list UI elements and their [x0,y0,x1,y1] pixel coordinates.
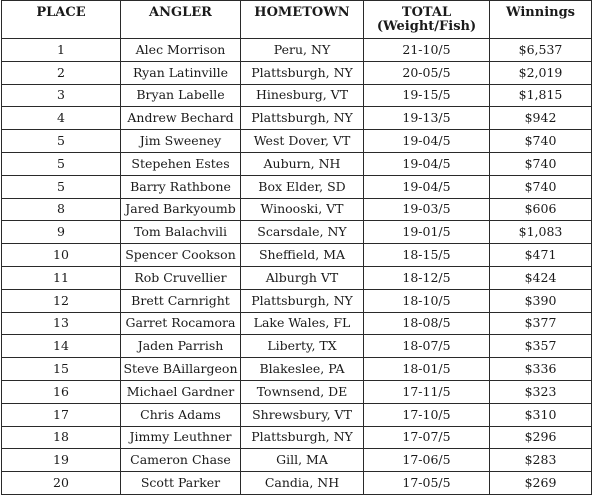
table-row [2,244,592,267]
cell-winnings: $377 [490,312,592,335]
cell-total: 18-12/5 [364,266,490,289]
cell-total: 19-01/5 [364,221,490,244]
cell-hometown: Plattsburgh, NY [241,61,364,84]
cell-hometown: Plattsburgh, NY [241,289,364,312]
cell-angler: Steve BAillargeon [121,358,241,381]
table-row [2,380,592,403]
cell-place: 13 [2,312,121,335]
cell-hometown: Auburn, NH [241,152,364,175]
cell-angler: Ryan Latinville [121,61,241,84]
cell-place: 4 [2,107,121,130]
cell-place: 16 [2,380,121,403]
cell-place: 11 [2,266,121,289]
cell-winnings: $323 [490,380,592,403]
cell-hometown: Lake Wales, FL [241,312,364,335]
cell-angler: Rob Cruvellier [121,266,241,289]
cell-hometown: Scarsdale, NY [241,221,364,244]
cell-winnings: $1,815 [490,84,592,107]
cell-winnings: $740 [490,130,592,153]
cell-winnings: $1,083 [490,221,592,244]
header-total-line1: TOTAL [401,5,452,20]
table-row [2,472,592,495]
cell-angler: Spencer Cookson [121,244,241,267]
cell-angler: Chris Adams [121,403,241,426]
cell-angler: Brett Carnright [121,289,241,312]
cell-place: 12 [2,289,121,312]
cell-winnings: $283 [490,449,592,472]
cell-total: 18-08/5 [364,312,490,335]
table-row [2,107,592,130]
cell-angler: Jim Sweeney [121,130,241,153]
cell-hometown: Peru, NY [241,39,364,62]
cell-total: 17-11/5 [364,380,490,403]
header-place: PLACE [2,1,121,39]
cell-angler: Jared Barkyoumb [121,198,241,221]
header-winnings: Winnings [490,1,592,39]
cell-total: 17-05/5 [364,472,490,495]
cell-winnings: $740 [490,175,592,198]
table-row [2,289,592,312]
cell-place: 2 [2,61,121,84]
cell-place: 5 [2,152,121,175]
cell-place: 17 [2,403,121,426]
cell-hometown: West Dover, VT [241,130,364,153]
cell-winnings: $740 [490,152,592,175]
cell-hometown: Sheffield, MA [241,244,364,267]
cell-total: 17-07/5 [364,426,490,449]
table-row [2,426,592,449]
cell-total: 19-04/5 [364,130,490,153]
cell-hometown: Gill, MA [241,449,364,472]
cell-place: 18 [2,426,121,449]
cell-total: 19-15/5 [364,84,490,107]
table-body [2,39,592,495]
cell-place: 10 [2,244,121,267]
cell-place: 15 [2,358,121,381]
cell-hometown: Liberty, TX [241,335,364,358]
table-row [2,84,592,107]
cell-total: 18-07/5 [364,335,490,358]
cell-hometown: Winooski, VT [241,198,364,221]
cell-winnings: $390 [490,289,592,312]
cell-place: 8 [2,198,121,221]
table-row [2,221,592,244]
cell-hometown: Candia, NH [241,472,364,495]
header-hometown: HOMETOWN [241,1,364,39]
cell-total: 20-05/5 [364,61,490,84]
cell-winnings: $606 [490,198,592,221]
cell-place: 5 [2,175,121,198]
cell-winnings: $942 [490,107,592,130]
table-row [2,266,592,289]
cell-winnings: $2,019 [490,61,592,84]
cell-total: 18-15/5 [364,244,490,267]
table-row [2,403,592,426]
cell-hometown: Box Elder, SD [241,175,364,198]
cell-total: 18-10/5 [364,289,490,312]
header-total [364,1,490,39]
cell-angler: Stepehen Estes [121,152,241,175]
cell-place: 5 [2,130,121,153]
cell-hometown: Plattsburgh, NY [241,107,364,130]
table-row [2,39,592,62]
cell-angler: Barry Rathbone [121,175,241,198]
cell-place: 19 [2,449,121,472]
cell-angler: Bryan Labelle [121,84,241,107]
cell-total: 19-13/5 [364,107,490,130]
cell-winnings: $296 [490,426,592,449]
cell-angler: Garret Rocamora [121,312,241,335]
table-row [2,358,592,381]
cell-total: 17-06/5 [364,449,490,472]
cell-angler: Jimmy Leuthner [121,426,241,449]
table-row [2,335,592,358]
cell-winnings: $269 [490,472,592,495]
cell-hometown: Blakeslee, PA [241,358,364,381]
cell-hometown: Townsend, DE [241,380,364,403]
cell-hometown: Plattsburgh, NY [241,426,364,449]
cell-angler: Tom Balachvili [121,221,241,244]
cell-total: 17-10/5 [364,403,490,426]
cell-total: 19-03/5 [364,198,490,221]
table-row [2,198,592,221]
cell-angler: Scott Parker [121,472,241,495]
cell-hometown: Shrewsbury, VT [241,403,364,426]
cell-winnings: $336 [490,358,592,381]
table-row [2,312,592,335]
table-row [2,175,592,198]
table-row [2,61,592,84]
cell-winnings: $310 [490,403,592,426]
cell-winnings: $471 [490,244,592,267]
cell-hometown: Hinesburg, VT [241,84,364,107]
table-row [2,449,592,472]
cell-total: 19-04/5 [364,175,490,198]
cell-angler: Jaden Parrish [121,335,241,358]
cell-place: 3 [2,84,121,107]
cell-place: 1 [2,39,121,62]
cell-angler: Andrew Bechard [121,107,241,130]
cell-total: 19-04/5 [364,152,490,175]
header-row [2,1,592,39]
table-row [2,130,592,153]
cell-winnings: $6,537 [490,39,592,62]
cell-hometown: Alburgh VT [241,266,364,289]
results-table [1,0,592,495]
cell-place: 20 [2,472,121,495]
cell-place: 9 [2,221,121,244]
cell-total: 18-01/5 [364,358,490,381]
header-total-line2: (Weight/Fish) [376,19,477,34]
cell-winnings: $357 [490,335,592,358]
header-angler: ANGLER [121,1,241,39]
table-row [2,152,592,175]
cell-angler: Alec Morrison [121,39,241,62]
cell-place: 14 [2,335,121,358]
cell-winnings: $424 [490,266,592,289]
cell-angler: Cameron Chase [121,449,241,472]
table-header [2,1,592,39]
cell-angler: Michael Gardner [121,380,241,403]
cell-total: 21-10/5 [364,39,490,62]
